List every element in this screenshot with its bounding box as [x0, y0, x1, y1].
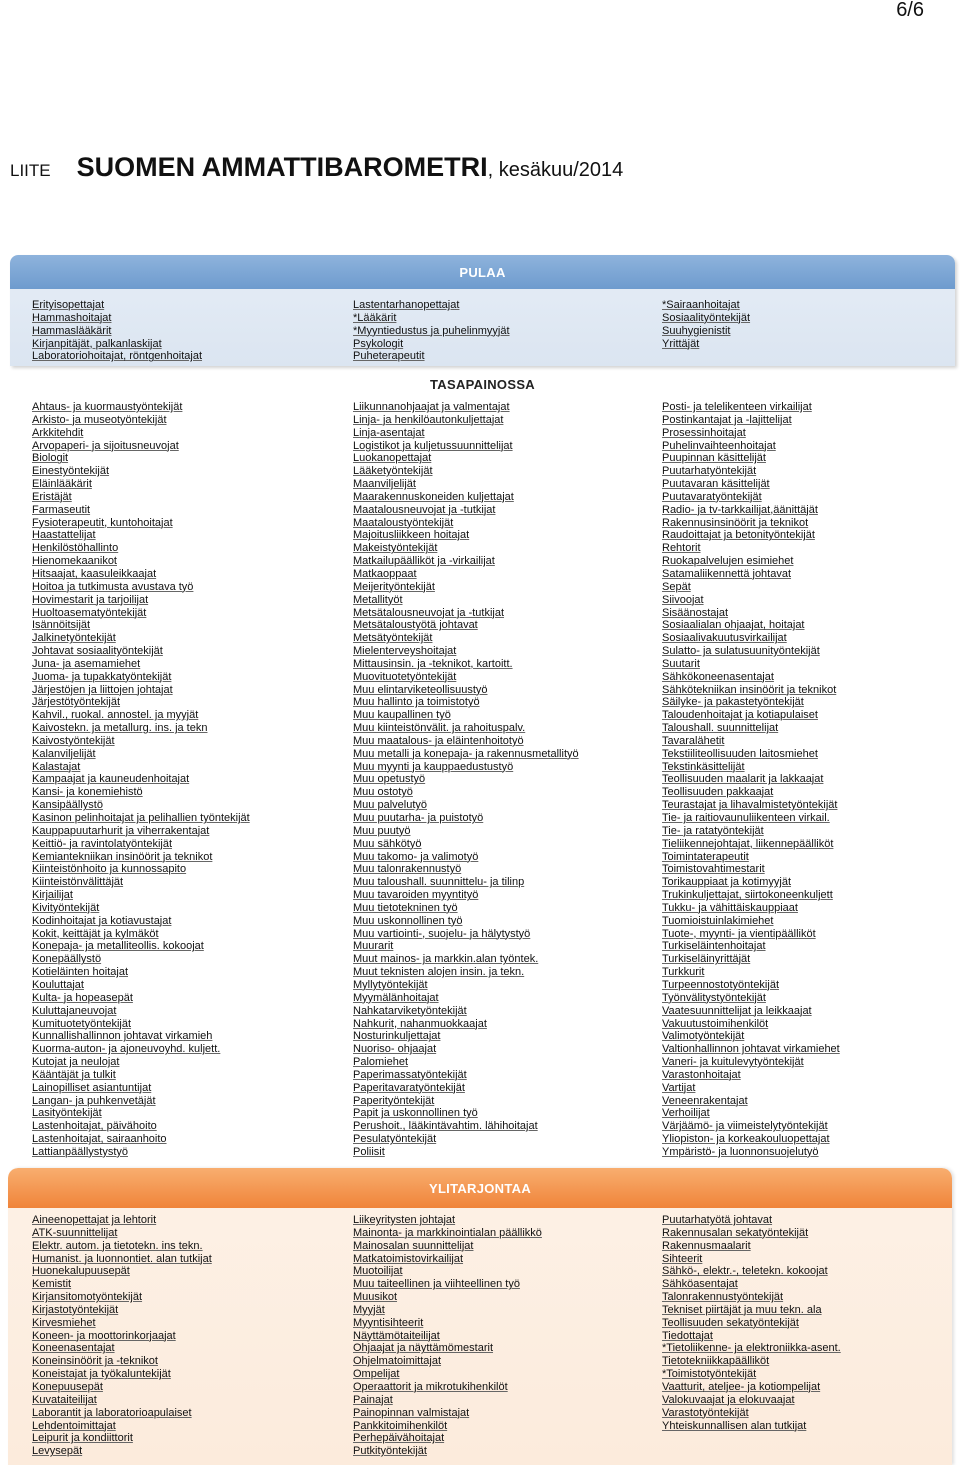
occupation-item: Tiedottajat — [662, 1329, 713, 1342]
occupation-item: Suutarit — [662, 657, 700, 670]
occupation-item: Tuote-, myynti- ja vientipäälliköt — [662, 927, 816, 940]
occupation-item: Varastonhoitajat — [662, 1068, 741, 1081]
occupation-item: Kiinteistönhoito ja kunnossapito — [32, 863, 187, 876]
occupation-item: Toimistovahtimestarit — [662, 863, 765, 876]
occupation-item: Nahkurit, nahanmuokkaajat — [353, 1017, 487, 1030]
occupation-item: Linja-asentajat — [353, 426, 425, 439]
occupation-item: Arkkitehdit — [32, 426, 84, 439]
occupation-item: Kouluttajat — [32, 978, 84, 991]
occupation-item: Kiinteistönvälittäjät — [32, 876, 124, 889]
occupation-item: Sosiaalialan ohjaajat, hoitajat — [662, 619, 805, 632]
occupation-item: Järjestöjen ja liittojen johtajat — [32, 683, 173, 696]
heading-title: SUOMEN AMMATTIBAROMETRI — [76, 152, 488, 182]
section-band-ylitarjontaa: YLITARJONTAA — [8, 1168, 952, 1208]
occupation-item: Haastattelijat — [32, 529, 96, 542]
occupation-item: Vaatturit, ateljee- ja kotiompelijat — [662, 1380, 821, 1393]
occupation-item: Puheterapeutit — [353, 350, 425, 363]
occupation-item: Papit ja uskonnollinen työ — [353, 1107, 478, 1120]
occupation-item: Linja- ja henkilöautonkuljettajat — [353, 413, 504, 426]
occupation-item: Makeistyöntekijät — [353, 542, 438, 555]
occupation-item: Sähköasentajat — [662, 1278, 738, 1291]
occupation-item: Sosiaalityöntekijät — [662, 311, 751, 324]
occupation-item: Muu taiteellinen ja viihteellinen työ — [353, 1278, 520, 1291]
occupation-item: Muusikot — [353, 1291, 398, 1304]
occupation-item: Hitsaajat, kaasuleikkaajat — [32, 567, 157, 580]
occupation-item: Langan- ja puhkenvetäjät — [32, 1094, 156, 1107]
occupation-item: Sähkötekniikan insinöörit ja teknikot — [662, 683, 837, 696]
occupation-item: Maatalousneuvojat ja -tutkijat — [353, 503, 496, 516]
occupation-item: Muu elintarviketeollisuustyö — [353, 683, 488, 696]
occupation-item: Aineenopettajat ja lehtorit — [32, 1214, 157, 1226]
occupation-item: Prosessinhoitajat — [662, 426, 746, 439]
occupation-item: Luokanopettajat — [353, 452, 432, 465]
occupation-item: Värjäämö- ja viimeistelytyöntekijät — [662, 1120, 828, 1133]
occupation-column — [662, 299, 750, 350]
occupation-item: Muu hallinto ja toimistotyö — [353, 696, 480, 709]
occupation-item: Muut teknisten alojen insin. ja tekn. — [353, 966, 525, 979]
occupation-item: Kirjanpitäjät, palkanlaskijat — [32, 337, 162, 350]
occupation-item: Teurastajat ja lihavalmistetyöntekijät — [662, 799, 838, 812]
occupation-item: Myyjät — [353, 1303, 385, 1316]
occupation-item: Ompelijat — [353, 1368, 400, 1381]
occupation-item: Koneen- ja moottorinkorjaajat — [32, 1329, 176, 1342]
occupation-item: Kunnallishallinnon johtavat virkamieh — [32, 1030, 213, 1043]
occupation-item: Säilyke- ja pakastetyöntekijät — [662, 696, 804, 709]
occupation-item: Posti- ja telelikenteen virkailijat — [662, 401, 812, 413]
occupation-item: Muu puutyö — [353, 824, 411, 837]
occupation-item: Nosturinkuljettajat — [353, 1030, 441, 1043]
occupation-item: Huonekalupuusepät — [32, 1265, 130, 1278]
occupation-item: Maanviljelijät — [353, 478, 416, 491]
occupation-item: Valtionhallinnon johtavat virkamiehet — [662, 1043, 840, 1056]
occupation-item: Verhoilijat — [662, 1107, 710, 1120]
occupation-item: Vartijat — [662, 1081, 696, 1094]
occupation-item: Kansipäällystö — [32, 799, 103, 812]
occupation-item: Lääketyöntekijät — [353, 465, 433, 478]
occupation-item: Siivoojat — [662, 593, 704, 606]
occupation-item: Konepuusepät — [32, 1380, 103, 1393]
occupation-item: Vaneri- ja kuitulevytyöntekijät — [662, 1056, 804, 1069]
occupation-item: Muu maatalous- ja eläintenhoitotyö — [353, 734, 524, 747]
occupation-item: Juoma- ja tupakkatyöntekijät — [32, 670, 172, 683]
occupation-item: Laboratoriohoitajat, röntgenhoitajat — [32, 350, 203, 363]
occupation-item: Kutojat ja neulojat — [32, 1056, 120, 1069]
occupation-item: Tukku- ja vähittäiskauppiaat — [662, 901, 798, 914]
occupation-item: Henkilöstöhallinto — [32, 542, 119, 555]
occupation-item: Mainonta- ja markkinointialan päällikkö — [353, 1226, 542, 1239]
occupation-item: Muovituotetyöntekijät — [353, 670, 457, 683]
occupation-item: Puutarhatyötä johtavat — [662, 1214, 773, 1226]
occupation-item: Muu sähkötyö — [353, 837, 422, 850]
occupation-item: Kirvesmiehet — [32, 1316, 96, 1329]
occupation-item: Torikauppiaat ja kotimyyjät — [662, 876, 792, 889]
occupation-column — [353, 401, 579, 1159]
occupation-item: Veneenrakentajat — [662, 1094, 748, 1107]
occupation-item: Paperimassatyöntekijät — [353, 1068, 467, 1081]
occupation-item: Talonrakennustyöntekijät — [662, 1291, 784, 1304]
occupation-item: Metallityöt — [353, 593, 403, 606]
occupation-item: Muu talonrakennustyö — [353, 863, 462, 876]
occupation-item: Muu taloushall. suunnittelu- ja tilinp — [353, 876, 525, 889]
occupation-item: Levysepät — [32, 1445, 83, 1458]
occupation-item: Majoitusliikkeen hoitajat — [353, 529, 470, 542]
occupation-item: Raudoittajat ja betonityöntekijät — [662, 529, 815, 542]
section-ylitarjontaa — [8, 1168, 952, 1465]
occupation-item: Lastenhoitajat, päivähoito — [32, 1120, 157, 1133]
occupation-item: Sihteerit — [662, 1252, 703, 1265]
occupation-item: Sulatto- ja sulatusuunityöntekijät — [662, 645, 820, 658]
occupation-item: Valimotyöntekijät — [662, 1030, 745, 1043]
occupation-item: Kampaajat ja kauneudenhoitajat — [32, 773, 190, 786]
occupation-item: Toimintaterapeutit — [662, 850, 749, 863]
occupation-item: Lastentarhanopettajat — [353, 299, 460, 311]
page-number: 6/6 — [896, 0, 924, 21]
occupation-item: Kääntäjät ja tulkit — [32, 1068, 116, 1081]
occupation-item: Mielenterveyshoitajat — [353, 645, 457, 658]
occupation-item: Konepaja- ja metalliteollis. kokoojat — [32, 940, 204, 953]
occupation-item: *Toimistotyöntekijät — [662, 1368, 757, 1381]
occupation-item: ATK-suunnittelijat — [32, 1226, 118, 1239]
occupation-item: Paperityöntekijät — [353, 1094, 435, 1107]
occupation-item: Kokit, keittäjät ja kylmäköt — [32, 927, 159, 940]
occupation-item: Poliisit — [353, 1145, 385, 1158]
occupation-item: Kaivostekn. ja metallurg. ins. ja tekn — [32, 722, 208, 735]
occupation-item: Tie- ja ratatyöntekijät — [662, 824, 764, 837]
occupation-item: Nuoriso- ohjaajat — [353, 1043, 437, 1056]
occupation-column — [353, 1214, 542, 1458]
occupation-item: Radio- ja tv-tarkkailijat,äänittäjät — [662, 503, 818, 516]
occupation-item: Muu tietotekninen työ — [353, 901, 458, 914]
occupation-item: Johtavat sosiaalityöntekijät — [32, 645, 163, 658]
occupation-item: Sepät — [662, 580, 691, 593]
occupation-item: Rakennusmaalarit — [662, 1239, 751, 1252]
occupation-item: Matkatoimistovirkailijat — [353, 1252, 464, 1265]
occupation-item: Vakuutustoimihenkilöt — [662, 1017, 769, 1030]
occupation-item: Keittiö- ja ravintolatyöntekijät — [32, 837, 173, 850]
occupation-item: Hammashoitajat — [32, 311, 112, 324]
occupation-item: Lainopilliset asiantuntijat — [32, 1081, 152, 1094]
occupation-item: Kemiantekniikan insinöörit ja teknikot — [32, 850, 213, 863]
occupation-item: Sosiaalivakuutusvirkailijat — [662, 632, 787, 645]
occupation-item: Vaatesuunnittelijat ja leikkaajat — [662, 1004, 812, 1017]
occupation-item: Juna- ja asemamiehet — [32, 657, 141, 670]
occupation-item: Myyntisihteerit — [353, 1316, 424, 1329]
occupation-item: Yhteiskunnallisen alan tutkijat — [662, 1419, 807, 1432]
occupation-item: Metsätalousneuvojat ja -tutkijat — [353, 606, 505, 619]
occupation-item: Turkkurit — [662, 966, 705, 979]
occupation-item: Ruokapalvelujen esimiehet — [662, 555, 794, 568]
occupation-item: Puhelinvaihteenhoitajat — [662, 439, 776, 452]
occupation-item: Muu ostotyö — [353, 786, 413, 799]
occupation-column — [662, 401, 840, 1159]
occupation-item: Kodinhoitajat ja kotiavustajat — [32, 914, 172, 927]
occupation-item: Puutavaratyöntekijät — [662, 490, 762, 503]
occupation-item: Putkityöntekijät — [353, 1445, 427, 1458]
occupation-item: Kirjansitomotyöntekijät — [32, 1291, 143, 1304]
occupation-item: Trukinkuljettajat, siirtokoneenkuljett — [662, 889, 833, 902]
occupation-item: Metsätyöntekijät — [353, 632, 433, 645]
occupation-item: Tekstiiliteollisuuden laitosmiehet — [662, 747, 818, 760]
occupation-item: Muu puutarha- ja puistotyö — [353, 812, 484, 824]
occupation-item: Postinkantajat ja -lajittelijat — [662, 413, 792, 426]
occupation-item: Kuvataiteilijat — [32, 1393, 97, 1406]
occupation-item: Hienomekaanikot — [32, 555, 117, 568]
occupation-item: Isännöitsijät — [32, 619, 91, 632]
occupation-item: Kuluttajaneuvojat — [32, 1004, 117, 1017]
section-tasapainossa — [10, 372, 955, 1162]
occupation-item: Sähkö-, elektr.-, teletekn. kokoojat — [662, 1265, 828, 1278]
occupation-item: Myymälänhoitajat — [353, 991, 439, 1004]
occupation-item: Eläinlääkärit — [32, 478, 92, 491]
occupation-item: Eristäjät — [32, 490, 72, 503]
occupation-item: Kumituotetyöntekijät — [32, 1017, 132, 1030]
occupation-item: Kaivostyöntekijät — [32, 734, 115, 747]
occupation-item: Kirjastotyöntekijät — [32, 1303, 119, 1316]
occupation-item: Yrittäjät — [662, 337, 700, 350]
occupation-item: Ahtaus- ja kuormaustyöntekijät — [32, 401, 183, 413]
occupation-item: Myllytyöntekijät — [353, 978, 428, 991]
heading-date: , kesäkuu/2014 — [487, 159, 624, 181]
occupation-item: Rehtorit — [662, 542, 701, 555]
occupation-item: Tekniset piirtäjät ja muu tekn. ala — [662, 1303, 822, 1316]
occupation-item: Kalanviljelijät — [32, 747, 96, 760]
occupation-column — [32, 1214, 212, 1458]
occupation-item: Muu kiinteistönvälit. ja rahoituspalv. — [353, 722, 526, 735]
occupation-item: *Myyntiedustus ja puhelinmyyjät — [353, 324, 510, 337]
occupation-item: Ohjelmatoimittajat — [353, 1355, 442, 1368]
occupation-item: Muu metalli ja konepaja- ja rakennusmetallityö — [353, 747, 579, 760]
occupation-item: Suuhygienistit — [662, 324, 731, 337]
occupation-item: Pankkitoimihenkilöt — [353, 1419, 448, 1432]
occupation-item: Kalastajat — [32, 760, 81, 773]
occupation-item: Maarakennuskoneiden kuljettajat — [353, 490, 514, 503]
occupation-item: Ympäristö- ja luonnonsuojelutyö — [662, 1145, 819, 1158]
occupation-item: Kasinon pelinhoitajat ja pelihallien työntekijät — [32, 812, 250, 824]
document-heading — [10, 152, 623, 183]
occupation-item: Biologit — [32, 452, 69, 465]
occupation-item: Ohjaajat ja näyttämömestarit — [353, 1342, 494, 1355]
occupation-item: Yliopiston- ja korkeakouluopettajat — [662, 1133, 830, 1146]
occupation-item: Näyttämötaiteilijat — [353, 1329, 440, 1342]
occupation-item: Perushoit., lääkintävahtim. lähihoitajat — [353, 1120, 538, 1133]
occupation-item: Kivityöntekijät — [32, 901, 100, 914]
occupation-item: Paperitavaratyöntekijät — [353, 1081, 465, 1094]
occupation-item: Tavaralähetit — [662, 734, 725, 747]
occupation-item: *Lääkärit — [353, 311, 397, 324]
occupation-item: Lasityöntekijät — [32, 1107, 102, 1120]
occupation-item: Nahkatarviketyöntekijät — [353, 1004, 467, 1017]
occupation-item: Varastotyöntekijät — [662, 1406, 749, 1419]
occupation-item: Kuorma-auton- ja ajoneuvoyhd. kuljett. — [32, 1043, 221, 1056]
occupation-item: Muu vartiointi-, suojelu- ja hälytystyö — [353, 927, 531, 940]
occupation-item: Arvopaperi- ja sijoitusneuvojat — [32, 439, 179, 452]
occupation-item: Sähkökoneenasentajat — [662, 670, 774, 683]
occupation-item: Operaattorit ja mikrotukihenkilöt — [353, 1380, 508, 1393]
occupation-item: Teollisuuden sekatyöntekijät — [662, 1316, 799, 1329]
occupation-item: Turpeennostotyöntekijät — [662, 978, 779, 991]
occupation-item: Kotieläinten hoitajat — [32, 966, 129, 979]
occupation-column — [353, 299, 510, 363]
occupation-item: Rakennusalan sekatyöntekijät — [662, 1226, 809, 1239]
occupation-item: Laborantit ja laboratorioapulaiset — [32, 1406, 192, 1419]
occupation-item: Puutarhatyöntekijät — [662, 465, 757, 478]
occupation-item: Kauppapuutarhurit ja viherrakentajat — [32, 824, 210, 837]
heading-prefix: LIITE — [10, 161, 51, 180]
occupation-item: *Tietoliikenne- ja elektroniikka-asent. — [662, 1342, 841, 1355]
occupation-item: Painajat — [353, 1393, 393, 1406]
occupation-item: Koneinsinöörit ja -teknikot — [32, 1355, 158, 1368]
occupation-item: Muu opetustyö — [353, 773, 426, 786]
occupation-column — [662, 1214, 841, 1432]
occupation-item: Lastenhoitajat, sairaanhoito — [32, 1133, 167, 1146]
occupation-item: Matkaoppaat — [353, 567, 417, 580]
occupation-column — [32, 401, 250, 1159]
occupation-item: Sisäänostajat — [662, 606, 729, 619]
occupation-item: Kansi- ja konemiehistö — [32, 786, 143, 799]
occupation-item: Mainosalan suunnittelijat — [353, 1239, 474, 1252]
occupation-item: Kirjailijat — [32, 889, 73, 902]
occupation-item: Matkailupäälliköt ja -virkailijat — [353, 555, 495, 568]
occupation-item: Liikeyritysten johtajat — [353, 1214, 456, 1226]
occupation-item: Kahvil., ruokal. annostel. ja myyjät — [32, 709, 199, 722]
occupation-item: Turkiseläintenhoitajat — [662, 940, 766, 953]
occupation-item: Painopinnan valmistajat — [353, 1406, 470, 1419]
occupation-item: Hoitoa ja tutkimusta avustava työ — [32, 580, 194, 593]
occupation-item: Työnvälitystyöntekijät — [662, 991, 766, 1004]
occupation-item: Konepäällystö — [32, 953, 102, 966]
occupation-item: Teollisuuden pakkaajat — [662, 786, 774, 799]
occupation-item: Muotoilijat — [353, 1265, 403, 1278]
occupation-item: *Sairaanhoitajat — [662, 299, 740, 311]
section-pulaa — [10, 255, 955, 366]
occupation-item: Muu takomo- ja valimotyö — [353, 850, 479, 863]
occupation-item: Rakennusinsinöörit ja teknikot — [662, 516, 809, 529]
occupation-item: Maataloustyöntekijät — [353, 516, 454, 529]
occupation-item: Muut mainos- ja markkin.alan työntek. — [353, 953, 539, 966]
section-band-tasapainossa: TASAPAINOSSA — [430, 377, 535, 392]
occupation-item: Farmaseutit — [32, 503, 91, 516]
occupation-item: Mittausinsin. ja -teknikot, kartoitt. — [353, 657, 513, 670]
occupation-item: Huoltoasematyöntekijät — [32, 606, 147, 619]
occupation-item: Muu uskonnollinen työ — [353, 914, 463, 927]
occupation-item: Lehdentoimittajat — [32, 1419, 116, 1432]
occupation-item: Lattianpäällystystyö — [32, 1145, 128, 1158]
occupation-item: Muu kaupallinen työ — [353, 709, 451, 722]
occupation-item: Pesulatyöntekijät — [353, 1133, 437, 1146]
section-band-pulaa: PULAA — [10, 255, 955, 289]
occupation-item: Erityisopettajat — [32, 299, 105, 311]
occupation-item: Kemistit — [32, 1278, 72, 1291]
occupation-item: Jalkinetyöntekijät — [32, 632, 116, 645]
occupation-item: Tietotekniikkapäälliköt — [662, 1355, 770, 1368]
occupation-item: Tuomioistuinlakimiehet — [662, 914, 774, 927]
occupation-item: Psykologit — [353, 337, 404, 350]
occupation-item: Taloudenhoitajat ja kotiapulaiset — [662, 709, 818, 722]
occupation-item: Koneenasentajat — [32, 1342, 115, 1355]
occupation-item: Kulta- ja hopeasepät — [32, 991, 133, 1004]
occupation-item: Muu tavaroiden myyntityö — [353, 889, 479, 902]
occupation-item: Palomiehet — [353, 1056, 409, 1069]
occupation-item: Teollisuuden maalarit ja lakkaajat — [662, 773, 824, 786]
occupation-item: Elektr. autom. ja tietotekn. ins tekn. — [32, 1239, 203, 1252]
occupation-item: Puupinnan käsittelijät — [662, 452, 766, 465]
occupation-column — [32, 299, 202, 363]
occupation-item: Valokuvaajat ja elokuvaajat — [662, 1393, 795, 1406]
occupation-item: Muu myynti ja kauppaedustustyö — [353, 760, 514, 773]
occupation-item: Arkisto- ja museotyöntekijät — [32, 413, 167, 426]
occupation-item: Hovimestarit ja tarjoilijat — [32, 593, 149, 606]
occupation-item: Turkiseläinyrittäjät — [662, 953, 751, 966]
occupation-item: Fysioterapeutit, kuntohoitajat — [32, 516, 173, 529]
occupation-item: Muu palvelutyö — [353, 799, 427, 812]
occupation-item: Satamaliikennettä johtavat — [662, 567, 792, 580]
occupation-item: Tekstinkäsittelijät — [662, 760, 745, 773]
occupation-item: Humanist. ja luonnontiet. alan tutkijat — [32, 1252, 212, 1265]
occupation-item: Tieliikennejohtajat, liikennepäälliköt — [662, 837, 834, 850]
occupation-item: Liikunnanohjaajat ja valmentajat — [353, 401, 510, 413]
occupation-item: Taloushall. suunnittelijat — [662, 722, 779, 735]
occupation-item: Leipurit ja kondiittorit — [32, 1432, 133, 1445]
occupation-item: Einestyöntekijät — [32, 465, 110, 478]
occupation-item: Metsätaloustyötä johtavat — [353, 619, 478, 632]
occupation-item: Puutavaran käsittelijät — [662, 478, 770, 491]
occupation-item: Hammaslääkärit — [32, 324, 112, 337]
occupation-item: Logistikot ja kuljetussuunnittelijat — [353, 439, 513, 452]
occupation-item: Tie- ja raitiovaunuliikenteen virkail. — [662, 812, 830, 824]
occupation-item: Koneistajat ja työkaluntekijät — [32, 1368, 171, 1381]
occupation-item: Perhepäivähoitajat — [353, 1432, 445, 1445]
occupation-item: Muurarit — [353, 940, 394, 953]
occupation-item: Järjestötyöntekijät — [32, 696, 121, 709]
occupation-item: Meijerityöntekijät — [353, 580, 435, 593]
